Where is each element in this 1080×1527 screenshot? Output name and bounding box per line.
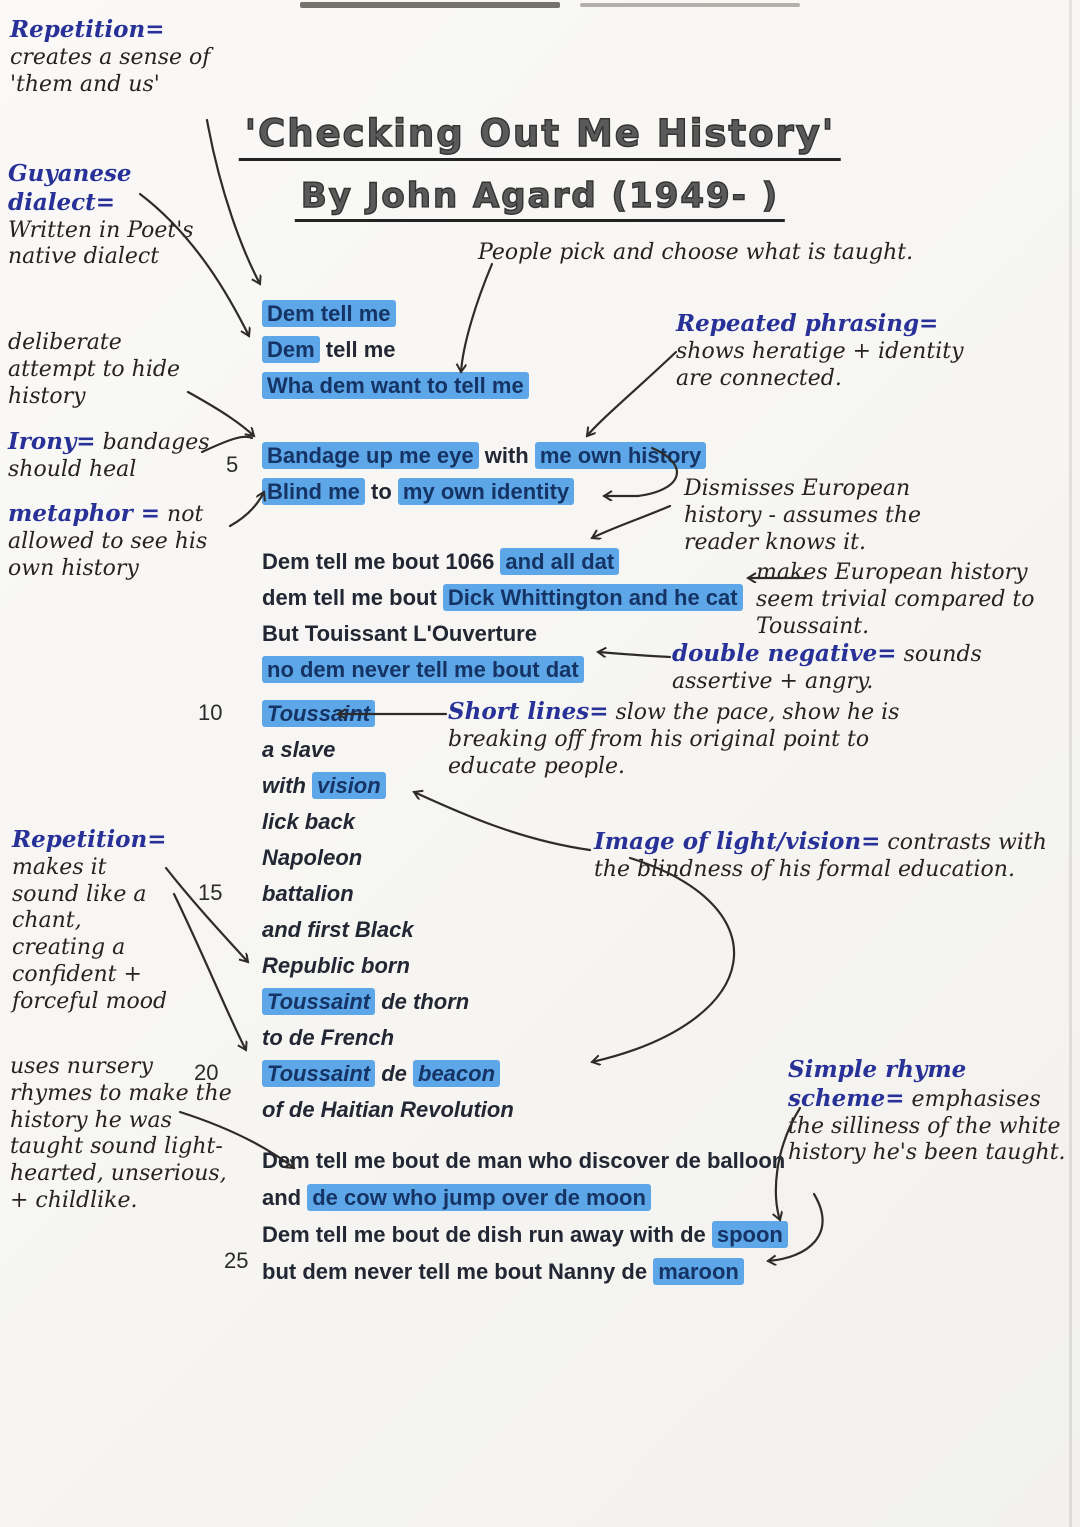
highlighted-text: Dem tell me xyxy=(262,300,396,327)
poem-line xyxy=(262,368,529,404)
note-text: deliberate attempt to hide history xyxy=(8,330,180,409)
poem-line xyxy=(262,696,514,732)
poem-text: But Touissant L'Ouverture xyxy=(262,621,537,646)
poem-line xyxy=(262,1179,788,1216)
line-number-20: 20 xyxy=(194,1060,219,1085)
note-irony xyxy=(8,428,213,484)
arrow-light-to-beacon xyxy=(592,858,734,1062)
highlighted-text: Toussaint xyxy=(262,700,375,727)
poem-line xyxy=(262,912,514,948)
poem-text: and xyxy=(262,1185,308,1210)
poem-text: of de Haitian Revolution xyxy=(262,1097,514,1122)
poem-text: battalion xyxy=(262,881,354,906)
note-text: People pick and choose what is taught. xyxy=(478,240,914,265)
note-metaphor xyxy=(8,500,253,582)
note-european-trivial xyxy=(756,560,1066,640)
note-keyword: Repeated phrasing= xyxy=(676,310,939,337)
note-text: contrasts with the blindness of his formal education. xyxy=(594,830,1047,882)
highlighted-text: spoon xyxy=(712,1221,788,1248)
highlighted-text: no dem never tell me bout dat xyxy=(262,656,584,683)
highlighted-text: de cow who jump over de moon xyxy=(307,1184,651,1211)
poem-line xyxy=(262,474,706,510)
poem-text: and first Black xyxy=(262,917,414,942)
scan-artifact xyxy=(300,2,560,8)
poem-text: with xyxy=(478,443,535,468)
note-keyword: Repetition= xyxy=(10,16,165,43)
note-keyword: Simple rhyme scheme= xyxy=(788,1056,967,1112)
poem-text: Dem tell me bout de man who discover de balloon xyxy=(262,1148,786,1173)
highlighted-text: Toussaint xyxy=(262,1060,375,1087)
note-text: bandages should heal xyxy=(8,430,210,482)
highlighted-text: Bandage up me eye xyxy=(262,442,479,469)
note-text: sounds assertive + angry. xyxy=(672,642,982,694)
highlighted-text: Dick Whittington and he cat xyxy=(443,584,743,611)
arrow-dismisses-to-alldat xyxy=(592,506,670,538)
stanza-3 xyxy=(262,544,743,688)
poem-text: lick back xyxy=(262,809,355,834)
note-text: uses nursery rhymes to make the history he was taught sound light-hearted, unserious, + childlike. xyxy=(10,1054,232,1214)
stanza-4 xyxy=(262,696,514,1128)
note-keyword: Repetition= xyxy=(12,826,167,853)
poem-line xyxy=(262,1092,514,1128)
note-text: creates a sense of 'them and us' xyxy=(10,44,211,97)
highlighted-text: and all dat xyxy=(500,548,619,575)
arrow-phrasing-to-history xyxy=(587,352,676,436)
poem-text: but dem never tell me bout Nanny de xyxy=(262,1259,654,1284)
poem-line xyxy=(262,332,529,368)
highlighted-text: Blind me xyxy=(262,478,365,505)
poem-line xyxy=(262,652,743,688)
poem-text: Napoleon xyxy=(262,845,363,870)
note-repetition-them-us xyxy=(10,16,235,98)
poem-line xyxy=(262,984,514,1020)
poem-line xyxy=(262,840,514,876)
poem-line xyxy=(262,804,514,840)
note-text: Written in Poet's native dialect xyxy=(8,217,194,270)
highlighted-text: beacon xyxy=(413,1060,500,1087)
poem-title: 'Checking Out Me History' xyxy=(239,112,841,161)
line-number-10: 10 xyxy=(198,700,223,725)
poem-line xyxy=(262,768,514,804)
poem-line xyxy=(262,732,514,768)
poem-line xyxy=(262,580,743,616)
note-short-lines xyxy=(448,698,933,780)
poem-line xyxy=(262,1056,514,1092)
poem-text: with xyxy=(262,773,313,798)
note-simple-rhyme xyxy=(788,1056,1068,1167)
poem-text: Dem tell me bout de dish run away with de xyxy=(262,1222,712,1247)
note-keyword: Guyanese dialect= xyxy=(8,160,132,216)
poem-line xyxy=(262,438,706,474)
note-repetition-chant xyxy=(12,826,180,1016)
note-keyword: Short lines= xyxy=(448,698,609,725)
note-text: makes European history seem trivial compared to Toussaint. xyxy=(756,560,1035,639)
paper-edge xyxy=(1069,0,1072,1527)
highlighted-text: my own identity xyxy=(398,478,574,505)
poem-text: tell me xyxy=(319,337,396,362)
stanza-1 xyxy=(262,296,529,404)
line-number-15: 15 xyxy=(198,880,223,905)
poem-line xyxy=(262,1020,514,1056)
poem-text: to de French xyxy=(262,1025,395,1050)
highlighted-text: vision xyxy=(312,772,386,799)
highlighted-text: Wha dem want to tell me xyxy=(262,372,529,399)
poem-line xyxy=(262,876,514,912)
poem-line xyxy=(262,1142,788,1179)
highlighted-text: me own history xyxy=(535,442,706,469)
line-number-25: 25 xyxy=(224,1248,249,1273)
note-hide-history xyxy=(8,330,203,410)
note-text: makes it sound like a chant, creating a confident + forceful mood xyxy=(12,854,168,1014)
scan-artifact xyxy=(580,3,800,7)
poem-text: dem tell me bout xyxy=(262,585,443,610)
poem-line xyxy=(262,1253,788,1290)
note-keyword: Irony= xyxy=(8,428,96,455)
note-keyword: metaphor = xyxy=(8,500,161,527)
note-keyword: double negative= xyxy=(672,640,897,667)
note-guyanese-dialect xyxy=(8,160,198,271)
poem-text: a slave xyxy=(262,737,336,762)
poem-text: de thorn xyxy=(375,989,470,1014)
poem-author: By John Agard (1949- ) xyxy=(295,176,785,222)
note-text: emphasises the silliness of the white history he's been taught. xyxy=(788,1086,1066,1166)
stanza-5 xyxy=(262,1142,788,1290)
poem-text: to xyxy=(364,479,398,504)
poem-line xyxy=(262,616,743,652)
poem-line xyxy=(262,1216,788,1253)
arrow-repetition2-to-beacon xyxy=(174,894,246,1050)
note-keyword: Image of light/vision= xyxy=(594,828,881,855)
line-number-5: 5 xyxy=(226,452,239,477)
note-text: not allowed to see his own history xyxy=(8,502,208,581)
poem-text: de xyxy=(375,1061,413,1086)
stanza-2 xyxy=(262,438,706,510)
note-text: Dismisses European history - assumes the reader knows it. xyxy=(684,476,922,555)
highlighted-text: Toussaint xyxy=(262,988,375,1015)
note-repeated-phrasing xyxy=(676,310,1006,392)
note-image-of-light xyxy=(594,828,1059,884)
note-pick-and-choose xyxy=(478,240,958,267)
poem-line xyxy=(262,296,529,332)
note-text: shows heratige + identity are connected. xyxy=(676,338,964,391)
highlighted-text: maroon xyxy=(653,1258,744,1285)
poem-line xyxy=(262,948,514,984)
note-text: slow the pace, show he is breaking off from his original point to educate people. xyxy=(448,700,900,779)
poem-line xyxy=(262,544,743,580)
highlighted-text: Dem xyxy=(262,336,320,363)
poem-text: Republic born xyxy=(262,953,410,978)
poem-text: Dem tell me bout 1066 xyxy=(262,549,501,574)
